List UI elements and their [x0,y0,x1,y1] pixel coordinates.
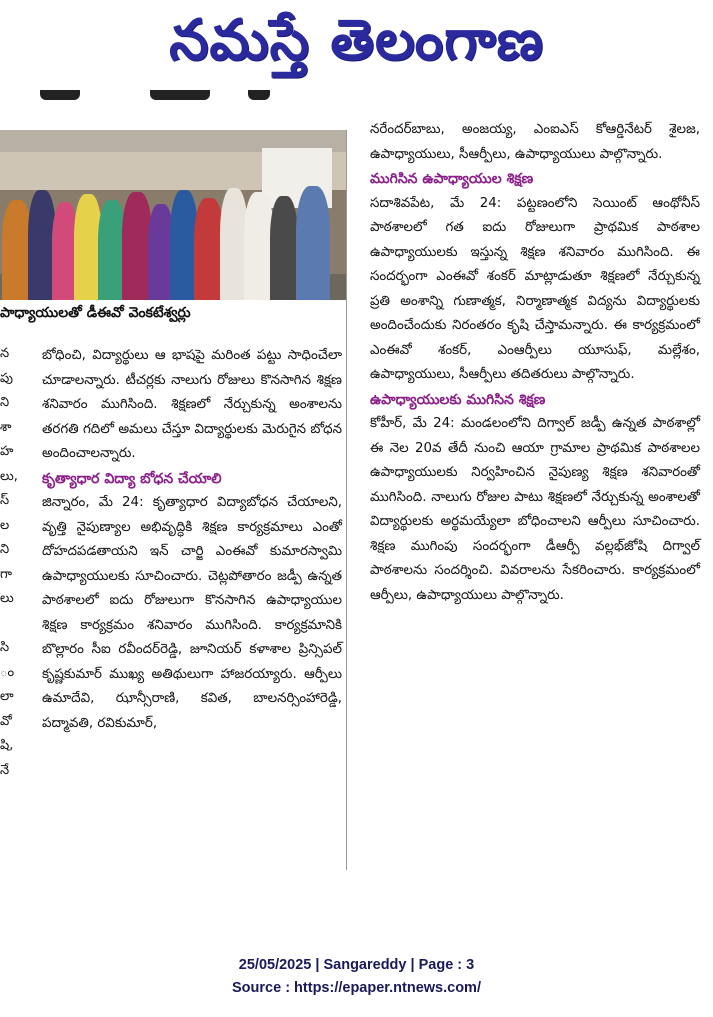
newspaper-title: నమస్తే తెలంగాణ [169,8,544,73]
column-divider [346,130,347,870]
stub-line: న [0,346,10,361]
stub-line: సి [0,640,10,655]
page-footer [0,954,713,1000]
group-photo [0,130,346,300]
stub-line: ల [0,517,10,533]
footer-date-line: 25/05/2025 | Sangareddy | Page : 3 [238,957,475,973]
article-paragraph: సదాశివపేట, మే 24: పట్టణంలోని సెయింట్ ఆంథోనీస్ పాఠశాలలో గత ఐదు రోజులుగా ప్రాథమిక పాఠశాల ఉపాధ్యాయులకు ఇస్తున్న శిక్షణ శనివారం ముగిసింది. ఈ సందర్భంగా ఎంఈవో శంకర్ మాట్లాడుతూ శిక్షణలో నేర్చుకున్న ప్రతి అంశాన్ని గుణాత్మక, నిర్మాణాత్మక విద్యను విద్యార్థులకు అందించేందుకు నిరంతరం కృషి చేస్తామన్నారు. ఈ కార్యక్రమంలో ఎంఈవో శంకర్, ఎంఆర్పీలు యూసుఫ్, మల్లేశం, ఉపాధ్యాయులు, సీఆర్పీలు తదితరులు పాల్గొన్నారు. [370,195,700,382]
stub-line: ని [0,542,10,557]
stub-line: స్ [0,493,10,508]
stub-line: లు, [0,468,18,484]
article-heading: ముగిసిన ఉపాధ్యాయుల శిక్షణ [370,171,534,187]
stub-line: హ [0,444,14,459]
right-column [370,118,700,608]
stub-line: షి, [0,738,14,753]
stub-line: వో [0,713,12,729]
stub-line: లా [0,689,14,704]
article-paragraph: నరేందర్‌బాబు, అంజయ్య, ఎంఐఎస్ కోఆర్డినేటర్ శైలజ, ఉపాధ్యాయులు, సీఆర్పీలు, ఉపాధ్యాయులు పాల్గొన్నారు. [370,122,700,162]
stub-line [0,612,24,637]
clipped-heading-remnant [30,90,270,104]
masthead [0,0,713,88]
stub-line: లు [0,591,14,606]
stub-line: నే [0,762,10,778]
article-heading: ఉపాధ్యాయులకు ముగిసిన శిక్షణ [370,391,546,408]
stub-line: శా [0,419,12,435]
stub-line: గా [0,566,12,582]
footer-source-line: Source : https://epaper.ntnews.com/ [232,980,481,996]
stub-line: ని [0,395,10,410]
article-heading: కృత్యాధార విద్యా బోధన చేయాలి [42,470,222,487]
photo-caption: పాధ్యాయులతో డీఈవో వెంకటేశ్వర్లు [0,305,191,321]
article-paragraph: బోధించి, విద్యార్థులు ఆ భాషపై మరింత పట్టు సాధించేలా చూడాలన్నారు. టీచర్లకు నాలుగు రోజులు కొనసాగిన శిక్షణ శనివారం ముగిసింది. శిక్షణలో నేర్చుకున్న అంశాలను తరగతి గదిలో అమలు చేస్తూ విద్యార్థులకు మెరుగైన బోధన అందించాలన్నారు. [42,348,342,461]
article-paragraph: కోహీర్, మే 24: మండలంలోని దిగ్వాల్ జడ్పీ ఉన్నత పాఠశాల్లో ఈ నెల 20వ తేదీ నుంచి ఆయా గ్రామాల ప్రాథమిక పాఠశాలల ఉపాధ్యాయులకు నిర్వహించిన నైపుణ్య శిక్షణ శనివారంతో ముగిసింది. నాలుగు రోజుల పాటు శిక్షణలో నేర్చుకున్న అంశాలతో విద్యార్థులకు అర్థమయ్యేలా బోధించాలని ఆర్పీలు సూచించారు. శిక్షణ ముగింపు సందర్భంగా డీఆర్పీ వల్లభ్‌జోషి దిగ్వాల్ పాఠశాలను సందర్శించి. వివరాలను సేకరించారు. కార్యక్రమంలో ఆర్పీలు, ఉపాధ్యాయులు పాల్గొన్నారు. [370,416,700,603]
left-column-fragment [0,342,24,783]
middle-column [42,344,342,736]
article-paragraph: జిన్నారం, మే 24: కృత్యాధార విద్యాబోధన చేయాలని, వృత్తి నైపుణ్యాల అభివృద్ధికి శిక్షణ కార్యక్రమాలు ఎంతో దోహదపడతాయని ఇన్ చార్జి ఎంఈవో కుమారస్వామి ఉపాధ్యాయులకు సూచించారు. చెట్లపోతారం జడ్పీ ఉన్నత పాఠశాలలో ఐదు రోజులుగా కొనసాగిన ఉపాధ్యాయుల శిక్షణ కార్యక్రమం శనివారం ముగిసింది. కార్యక్రమానికి బొల్లారం సీఐ రవీందర్‌రెడ్డి, జూనియర్ కళాశాల ప్రిన్సిపల్ కృష్ణకుమార్ ముఖ్య అతిథులుగా హాజరయ్యారు. ఆర్పీలు ఉమాదేవి, ఝాన్సీరాణి, కవిత, బాలనర్సింహారెడ్డి, పద్మావతి, రవికుమార్, [42,495,342,731]
stub-line: పు [0,370,13,386]
stub-line: ం [0,664,15,680]
